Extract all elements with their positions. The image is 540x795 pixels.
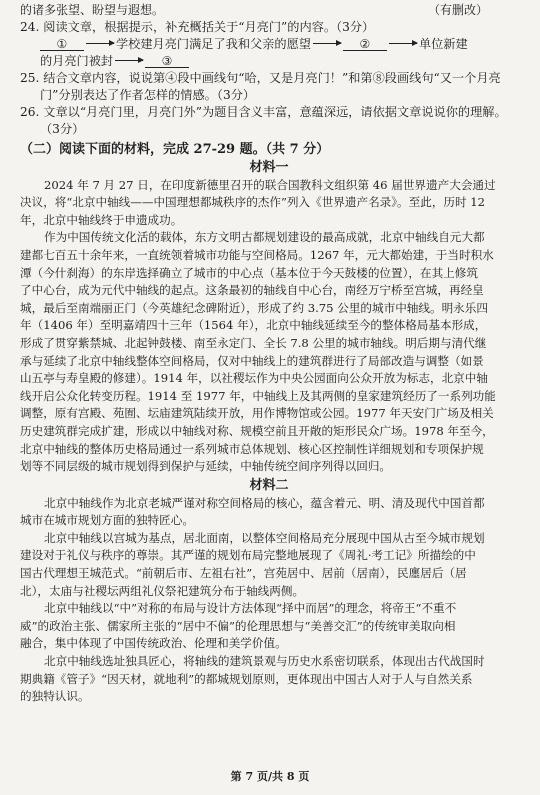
answer-slot-1[interactable]: ①	[40, 38, 84, 51]
text-line: 期典籍《管子》“因天材，就地利”的都城规划原则，更体现出中国古人对于人与自然关系	[20, 671, 473, 686]
text-line: 形成了贯穿紫禁城、北起钟鼓楼、南至永定门、全长 7.8 公里的城市轴线。明后期与清代继	[20, 335, 487, 350]
text-line: 北京中轴线选址独具匠心，将轴线的建筑景观与历史水系密切联系，体现出古代战国时	[44, 654, 485, 669]
question-25	[20, 70, 518, 104]
material-1-text	[20, 177, 518, 476]
text-line: 城，最后至南端丽正门（今英雄纪念碑附近），形成了约 3.75 公里的城市中轴线。明永乐四	[20, 300, 488, 315]
top-line	[20, 2, 518, 19]
text-line: 划等不同层级的城市规划得到保护与延续，中轴传统空间序列得以回归。	[20, 459, 392, 474]
question-26-line-2: （3分）	[40, 121, 85, 136]
text-line: 线开启公众化转变历程。1914 至 1977 年，中轴线上及其两侧的皇家建筑经历了一系列功能	[20, 388, 496, 403]
arrow-icon	[313, 43, 341, 44]
text-line: 了中心台，成为元代中轴线的起点。这条最初的轴线自中心台，南经万宁桥至宫城，再经皇	[20, 283, 484, 298]
question-25-line-1: 25. 结合文章内容，说说第④段中画线句“哈，又是月亮门！”和第⑧段画线句“又一个月亮	[20, 70, 501, 85]
text-line: 建都七百五十余年来，一直统领着城市功能与空间格局。1267 年，元大都始建，于当时积水	[20, 247, 494, 262]
arrow-icon	[389, 43, 417, 44]
text-line: 建设对于礼仪与秩序的尊崇。其严谨的规划布局完整地展现了《周礼·考工记》所描绘的中	[20, 548, 476, 563]
text-line: 承与延续了北京中轴线整体空间格局，仅对中轴线上的建筑群进行了局部改造与调整（如景	[20, 353, 484, 368]
flow-step-1: 学校建月亮门满足了我和父亲的愿望	[116, 36, 311, 51]
material-2-title: 材料二	[249, 477, 289, 493]
text-line: 的独特认识。	[20, 689, 90, 704]
flow-step-3: 的月亮门被封	[40, 53, 114, 68]
text-line: 国古代理想王城范式。“前朝后市、左祖右社”，宫苑居中、居前（居南），民廛居后（居	[20, 566, 467, 581]
material-2-text	[20, 495, 518, 706]
text-line: 年（1406 年）至明嘉靖四十三年（1564 年），北京中轴线延续至今的整体格局基本形成，	[20, 318, 487, 333]
arrow-icon	[115, 60, 143, 61]
text-line: 潭（今什刹海）的东岸选择确立了城市的中心点（基本位于今天鼓楼的位置），在其上修筑	[20, 265, 478, 280]
text-line: 2024 年 7 月 27 日，在印度新德里召开的联合国教科文组织第 46 届世界遗产大会通过	[44, 177, 496, 192]
text-line: 北京中轴线的整体历史格局通过一系列城市总体规划、核心区控制性详细规划和专项保护规	[20, 441, 484, 456]
text-line: 山五亭与寿皇殿的修建）。1914 年，以社稷坛作为中央公园面向公众开放为标志，北京中轴	[20, 371, 488, 386]
text-line: 历史建筑群完成扩建，形成以中轴线对称、规模空前且开敞的矩形民众广场。1978 年至今，	[20, 423, 494, 438]
page-number: 第 7 页/共 8 页	[230, 770, 310, 783]
material-1-title: 材料一	[249, 159, 289, 175]
text-line: 北京中轴线以“中”对称的布局与设计方法体现“择中而居”的理念，将帝王“不重不	[44, 601, 457, 616]
question-26	[20, 104, 518, 138]
answer-slot-3[interactable]: ③	[145, 55, 189, 68]
text-line: 年，北京中轴线终于申遗成功。	[20, 212, 183, 227]
arrow-icon	[86, 43, 114, 44]
answer-slot-2[interactable]: ②	[343, 38, 387, 51]
question-24	[20, 19, 518, 70]
source-note: （有删改）	[427, 3, 488, 17]
text-line: 威”的政治主张、儒家所主张的“居中不偏”的伦理思想与“美善交汇”的传统审美取向相	[20, 618, 456, 633]
text-line: 融合，集中体现了中国传统政治、伦理和美学价值。	[20, 636, 287, 651]
question-24-flow-2	[20, 53, 518, 70]
text-line: 北京中轴线以宫城为基点，居北面南，以整体空间格局充分展现中国从古至今城市规划	[44, 530, 485, 545]
text-line: 作为中国传统文化活的载体，东方文明古都规划建设的最高成就，北京中轴线自元大都	[44, 230, 485, 245]
text-line: 北），太庙与社稷坛两组礼仪祭祀建筑分布于轴线两侧。	[20, 583, 305, 598]
flow-step-2: 单位新建	[419, 36, 468, 51]
text-line: 调整，原有宫殿、苑囿、坛庙建筑陆续开放，用作博物馆或公园。1977 年天安门广场及相关	[20, 406, 494, 421]
top-fragment: 的诸多张望、盼望与遐想。	[20, 3, 165, 17]
question-26-line-1: 26. 文章以“月亮门里，月亮门外”为题目含义丰富，意蕴深远，请依据文章说说你的理解。	[20, 104, 507, 119]
section-heading: （二）阅读下面的材料，完成 27-29 题。（共 7 分）	[20, 141, 330, 157]
question-24-flow-1	[20, 36, 518, 53]
text-line: 北京中轴线作为北京老城严谨对称空间格局的核心，蕴含着元、明、清及现代中国首都	[44, 495, 485, 510]
question-25-line-2: 门”分别表达了作者怎样的情感。（3分）	[40, 87, 256, 102]
question-24-stem: 24. 阅读文章，根据提示，补充概括关于“月亮门”的内容。（3分）	[20, 19, 375, 34]
text-line: 决议，将“北京中轴线——中国理想都城秩序的杰作”列入《世界遗产名录》。至此，历时 12	[20, 195, 486, 210]
text-line: 城市在城市规划方面的独特匠心。	[20, 513, 194, 528]
